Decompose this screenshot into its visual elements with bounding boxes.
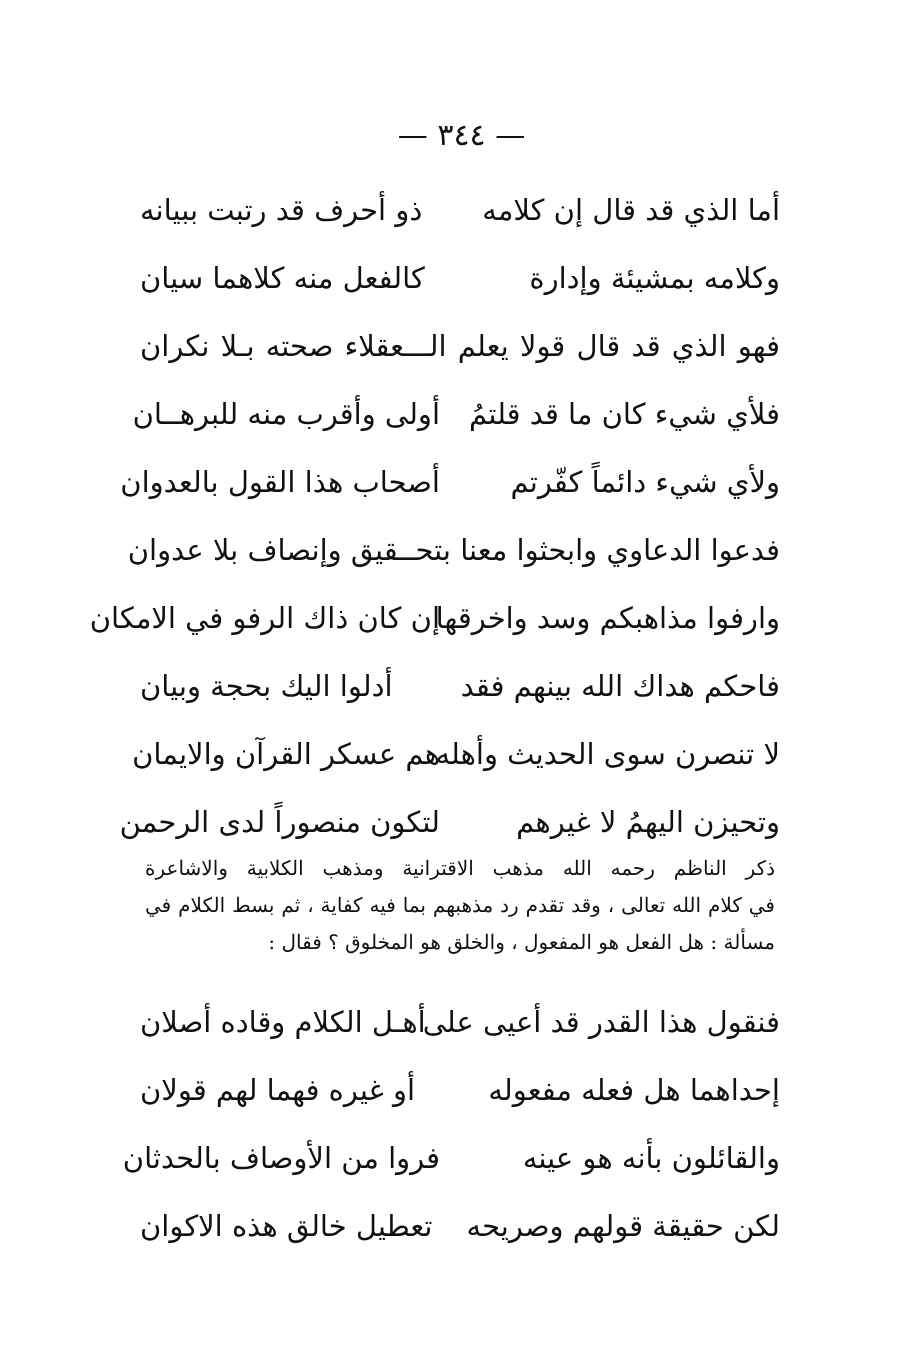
commentary-line: في كلام الله تعالى ، وقد تقدم رد مذهبهم بما فيه كفاية ، ثم بسط الكلام في bbox=[145, 893, 775, 917]
verse-second-hemistich: أصحاب هذا القول بالعدوان bbox=[120, 465, 440, 499]
verse-line bbox=[132, 720, 780, 788]
verse-first-hemistich: فلأي شيء كان ما قد قلتمُ bbox=[469, 397, 780, 431]
verse-second-hemistich: فروا من الأوصاف بالحدثان bbox=[122, 1141, 440, 1175]
verse-first-hemistich: ولأي شيء دائماً كفّرتم bbox=[510, 465, 780, 499]
verse-full-line: فدعوا الدعاوي وابحثوا معنا بتحــقيق وإنصاف بلا عدوان bbox=[127, 533, 780, 567]
verse-second-hemistich: تعطيل خالق هذه الاكوان bbox=[140, 1209, 433, 1243]
verse-line bbox=[140, 1056, 780, 1124]
verse-second-hemistich: كالفعل منه كلاهما سيان bbox=[140, 261, 425, 295]
verse-second-hemistich: ذو أحرف قد رتبت ببيانه bbox=[140, 193, 423, 227]
verse-line bbox=[140, 312, 780, 380]
page-number: — ٣٤٤ — bbox=[397, 118, 526, 153]
verse-line bbox=[127, 516, 780, 584]
verse-line bbox=[89, 584, 780, 652]
verse-line bbox=[119, 788, 780, 856]
verse-line bbox=[140, 652, 780, 720]
verse-line bbox=[132, 380, 780, 448]
verse-first-hemistich: لا تنصرن سوى الحديث وأهله bbox=[435, 737, 780, 771]
verse-second-hemistich: إن كان ذاك الرفو في الامكان bbox=[89, 601, 440, 635]
commentary-line: ذكر الناظم رحمه الله مذهب الاقترانية ومذهب الكلابية والاشاعرة bbox=[145, 856, 775, 880]
verse-line bbox=[122, 1124, 780, 1192]
verse-second-hemistich: هم عسكر القرآن والايمان bbox=[132, 737, 440, 771]
verse-second-hemistich: أولى وأقرب منه للبرهــان bbox=[132, 397, 440, 431]
verse-first-hemistich: أما الذي قد قال إن كلامه bbox=[482, 193, 780, 227]
verse-first-hemistich: فاحكم هداك الله بينهم فقد bbox=[460, 669, 780, 703]
verse-line bbox=[140, 988, 780, 1056]
verse-first-hemistich: إحداهما هل فعله مفعوله bbox=[488, 1073, 780, 1107]
verse-block-top bbox=[89, 176, 780, 856]
verse-second-hemistich: أدلوا اليك بحجة وبيان bbox=[140, 669, 393, 703]
commentary-paragraph bbox=[145, 850, 775, 961]
verse-block-bottom bbox=[122, 988, 780, 1260]
verse-first-hemistich: وكلامه بمشيئة وإدارة bbox=[529, 261, 780, 295]
verse-line bbox=[120, 448, 780, 516]
verse-first-hemistich: والقائلون بأنه هو عينه bbox=[522, 1141, 780, 1175]
verse-full-line: فهو الذي قد قال قولا يعلم الـــعقلاء صحته بـلا نكران bbox=[140, 329, 780, 363]
verse-first-hemistich: فنقول هذا القدر قد أعيى على bbox=[422, 1005, 780, 1039]
verse-second-hemistich: لتكون منصوراً لدى الرحمن bbox=[119, 805, 440, 839]
verse-first-hemistich: وارفوا مذاهبكم وسد واخرقها bbox=[435, 601, 780, 635]
verse-first-hemistich: وتحيزن اليهمُ لا غيرهم bbox=[516, 805, 780, 839]
verse-line bbox=[140, 244, 780, 312]
commentary-line: مسألة : هل الفعل هو المفعول ، والخلق هو المخلوق ؟ فقال : bbox=[268, 930, 775, 954]
verse-first-hemistich: لكن حقيقة قولهم وصريحه bbox=[466, 1209, 780, 1243]
verse-line bbox=[140, 1192, 780, 1260]
verse-second-hemistich: أهـل الكلام وقاده أصلان bbox=[140, 1005, 426, 1039]
verse-second-hemistich: أو غيره فهما لهم قولان bbox=[140, 1073, 416, 1107]
verse-line bbox=[140, 176, 780, 244]
